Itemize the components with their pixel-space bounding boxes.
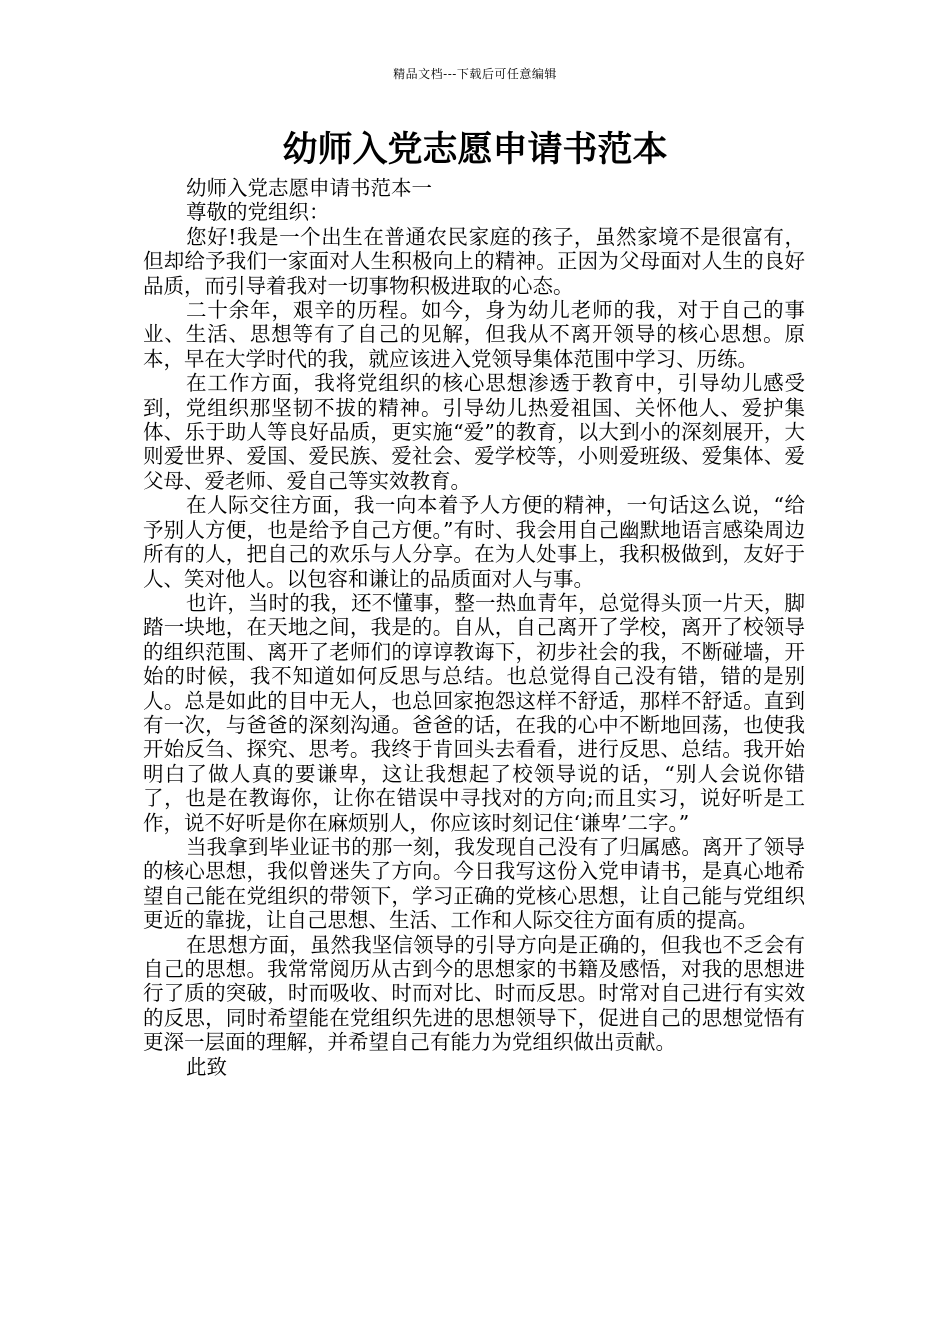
paragraph-history: 二十余年，艰辛的历程。如今，身为幼儿老师的我，对于自己的事业、生活、思想等有了自己的见解，但我从不离开领导的核心思想。原本，早在大学时代的我，就应该进入党领导集体范围中学习、历练。 bbox=[143, 298, 805, 371]
closing: 此致 bbox=[186, 1054, 228, 1079]
paragraph-interpersonal: 在人际交往方面，我一向本着予人方便的精神，一句话这么说，“给予别人方便，也是给予自己方便。”有时、我会用自己幽默地语言感染周边所有的人，把自己的欢乐与人分享。在为人处事上，我积极做到，友好于人、笑对他人。以包容和谦让的品质面对人与事。 bbox=[143, 493, 805, 591]
paragraph-graduation: 当我拿到毕业证书的那一刻，我发现自己没有了归属感。离开了领导的核心思想，我似曾迷失了方向。今日我写这份入党申请书，是真心地希望自己能在党组织的带领下，学习正确的党核心思想，让自己能与党组织更近的靠拢，让自己思想、生活、工作和人际交往方面有质的提高。 bbox=[143, 834, 805, 933]
document-subtitle: 幼师入党志愿申请书范本一 bbox=[186, 176, 433, 200]
page-header-watermark: 精品文档---下载后可任意编辑 bbox=[393, 67, 557, 81]
paragraph-thought: 在思想方面，虽然我坚信领导的引导方向是正确的，但我也不乏会有自己的思想。我常常阅历从古到今的思想家的书籍及感悟，对我的思想进行了质的突破，时而吸收、时而对比、时而反思。时常对自己进行有实效的反思，同时希望能在党组织先进的思想领导下，促进自己的思想觉悟有更深一层面的理解，并希望自己有能力为党组织做出贡献。 bbox=[143, 932, 805, 1055]
paragraph-work: 在工作方面，我将党组织的核心思想渗透于教育中，引导幼儿感受到，党组织那坚韧不拔的精神。引导幼儿热爱祖国、关怀他人、爱护集体、乐于助人等良好品质，更实施“爱”的教育，以大到小的深刻展开，大则爱世界、爱国、爱民族、爱社会、爱学校等，小则爱班级、爱集体、爱父母、爱老师、爱自己等实效教育。 bbox=[143, 371, 805, 493]
paragraph-reflection: 也许，当时的我，还不懂事，整一热血青年，总觉得头顶一片天，脚踏一块地，在天地之间，我是的。自从，自己离开了学校，离开了校领导的组织范围、离开了老师们的谆谆教诲下，初步社会的我，不断碰墙，开始的时候，我不知道如何反思与总结。也总觉得自己没有错，错的是别人。总是如此的目中无人，也总回家抱怨这样不舒适，那样不舒适。直到有一次，与爸爸的深刻沟通。爸爸的话，在我的心中不断地回荡，也使我开始反刍、探究、思考。我终于肯回头去看看，进行反思、总结。我开始明白了做人真的要谦卑，这让我想起了校领导说的话，“别人会说你错了，也是在教诲你，让你在错误中寻找对的方向;而且实习，说好听是工作，说不好听是你在麻烦别人，你应该时刻记住‘谦卑’二字。” bbox=[143, 590, 805, 835]
paragraph-greeting: 您好!我是一个出生在普通农民家庭的孩子，虽然家境不是很富有，但却给予我们一家面对人生积极向上的精神。正因为父母面对人生的良好品质，而引导着我对一切事物积极进取的心态。 bbox=[143, 224, 805, 298]
document-title: 幼师入党志愿申请书范本 bbox=[282, 130, 668, 170]
salutation: 尊敬的党组织： bbox=[186, 200, 330, 225]
document-body bbox=[143, 176, 805, 1079]
